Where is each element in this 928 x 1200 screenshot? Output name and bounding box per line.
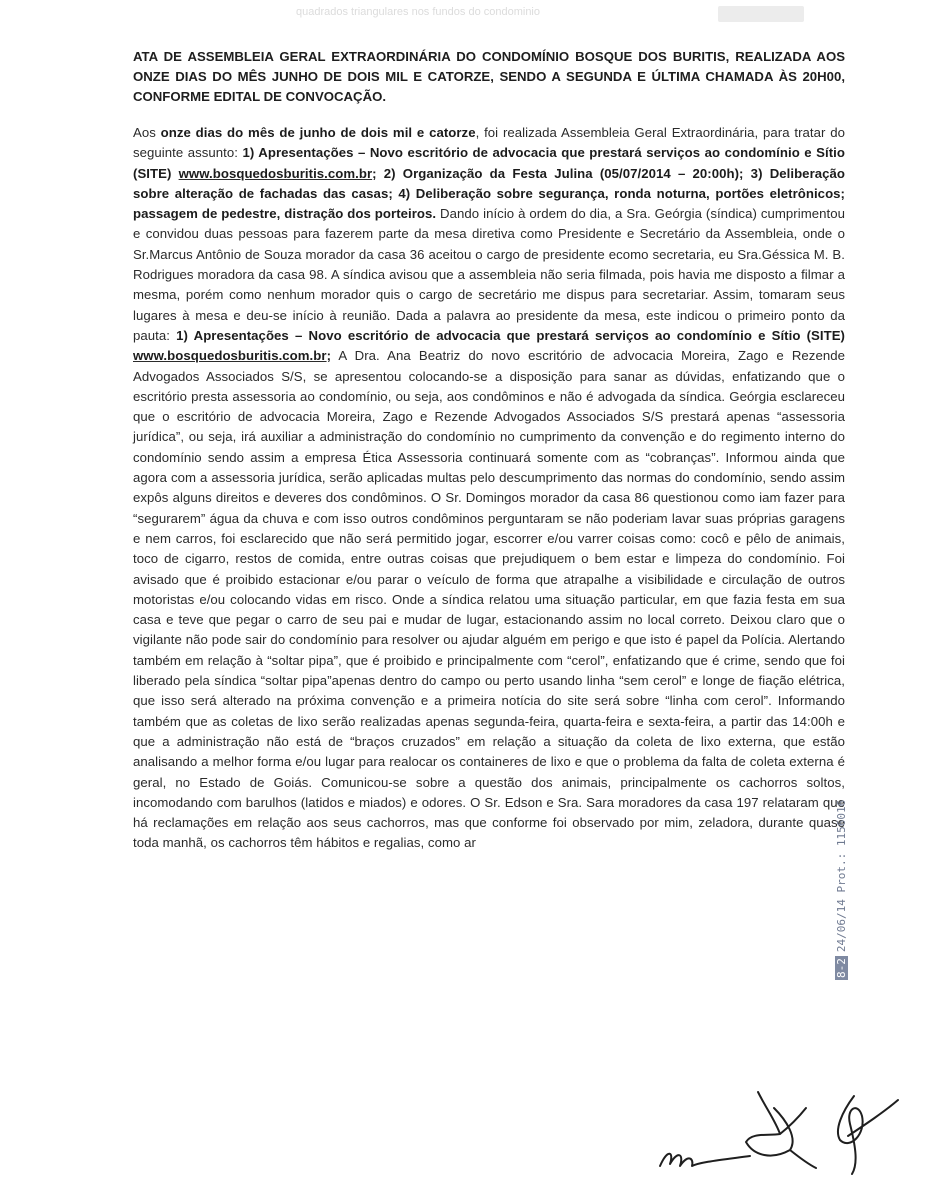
body-bold-text: 1) Apresentações – Novo escritório de advocacia que prestará serviços ao condomínio e Sítio (SITE) bbox=[176, 327, 845, 343]
stamp-text: 24/06/14 Prot.: 1156016 bbox=[835, 799, 848, 953]
body-bold-text: 1) Apresentações – Novo escritório de advocacia que prestará serviços ao condomínio e Sítio (SITE) bbox=[133, 145, 845, 181]
signature-3 bbox=[838, 1096, 898, 1174]
bleed-through-mark bbox=[718, 6, 804, 22]
body-bold-text: ; bbox=[326, 348, 332, 364]
body-text-segment: Aos bbox=[133, 125, 161, 140]
body-link-text: www.bosquedosburitis.com.br bbox=[133, 348, 327, 364]
document-title: ATA DE ASSEMBLEIA GERAL EXTRAORDINÁRIA DO CONDOMÍNIO BOSQUE DOS BURITIS, REALIZADA AOS ONZE DIAS DO MÊS JUNHO DE DOIS MIL E CATORZE, SENDO A SEGUNDA E ÚLTIMA CHAMADA ÀS 20H00, CONFORME EDITAL DE CONVOCAÇÃO. bbox=[133, 49, 845, 104]
body-text-segment: , foi realizada Assembleia Geral Extraordinária, para tratar do seguinte assunto: bbox=[133, 125, 845, 161]
signature-1 bbox=[660, 1154, 750, 1166]
body-text-segment: A Dra. Ana Beatriz do novo escritório de advocacia Moreira, Zago e Rezende Advogados Associados S/S, se apresentou colocando-se a disposição para sanar as dúvidas, enfatizando que o escritório presta assessoria ao condomínio, ou seja, aos condôminos e não é advogada da síndica. Geórgia esclareceu que o escritório de advocacia Moreira, Zago e Rezende Advogados Associados S/S prestará apenas “assessoria jurídica”, ou seja, irá auxiliar a administração do condomínio no cumprimento da convenção e do regimento interno do condomínio sendo assim a empresa Ética Assessoria continuará somente com as “cobranças”. Informou ainda que agora com a assessoria jurídica, serão aplicadas multas pelo descumprimento das normas do condomínio, sendo assim expôs alguns direitos e deveres dos condôminos. O Sr. Domingos morador da casa 86 questionou como iam fazer para “segurarem” água da chuva e com isso outros condôminos perguntaram se não poderiam lavar suas próprias garagens e nem carros, foi esclarecido que não será permitido jogar, escorrer e/ou varrer coisas como: cocô e pêlo de animais, toco de cigarro, restos de comida, entre outras coisas que prejudiquem o bem estar e limpeza do condomínio. Foi avisado que é proibido estacionar e/ou parar o veículo de forma que atrapalhe a visibilidade e circulação de outros motoristas e/ou colocando vidas em risco. Onde a síndica relatou uma situação particular, em que fazia festa em sua casa e teve que pegar o carro de seu pai e mudar de lugar, estacionando assim no local correto. Deixou claro que o vigilante não pode sair do condomínio para resolver ou ajudar alguém em perigo e que isto é papel da Polícia. Alertando também em relação à “soltar pipa”, que é proibido e principalmente com “cerol”, enfatizando que é crime, sendo que foi liberado pela síndica “soltar pipa”apenas dentro do campo ou perto usando linha “sem cerol” e longe de fiação elétrica, que isso será alterado na próxima convenção e a primeira notícia do site será sobre “linha com cerol”. Informando também que as coletas de lixo serão realizadas apenas segunda-feira, quarta-feira e sexta-feira, a partir das 14:00h e que a administração não está de “braços cruzados” em relação a situação da coleta de lixo externa, que estão analisando a melhor forma e/ou lugar para realocar os containeres de lixo e que o problema da falta de coleta externa é geral, no Estado de Goiás. Comunicou-se sobre a questão dos animais, principalmente os cachorros soltos, incomodando com barulhos (latidos e miados) e odores. O Sr. Edson e Sra. Sara moradores da casa 197 relataram que há reclamações em relação aos seus cachorros, mas que conforme foi observado por mim, zeladora, durante quase toda manhã, os cachorros têm hábitos e regalias, como ar bbox=[133, 348, 845, 851]
body-bold-text: ; 2) Organização da Festa Julina (05/07/2014 – 20:00h); 3) Deliberação sobre alteração de fachadas das casas; 4) Deliberação sobre segurança, ronda noturna, portões eletrônicos; passagem de pedestre, distração dos porteiros. bbox=[133, 165, 846, 222]
document-body bbox=[133, 123, 845, 854]
protocol-stamp bbox=[835, 800, 848, 980]
signature-2 bbox=[746, 1092, 816, 1168]
signatures bbox=[640, 1078, 900, 1178]
bleed-through-text: quadrados triangulares nos fundos do condominio bbox=[296, 6, 540, 18]
body-text-segment: Dando início à ordem do dia, a Sra. Geórgia (síndica) cumprimentou e convidou duas pessoas para fazerem parte da mesa diretiva como Presidente e Secretário da Assembleia, onde o Sr.Marcus Antônio de Souza morador da casa 36 aceitou o cargo de presidente ecomo secretaria, eu Sra.Géssica M. B. Rodrigues moradora da casa 98. A síndica avisou que a assembleia não seria filmada, pois havia me disposto a filmar a mesma, porém como nenhum morador quis o cargo de secretário me dispus para secretariar. Assim, tomaram seus lugares à mesa e deu-se início à reunião. Dada a palavra ao presidente da mesa, este indicou o primeiro ponto da pauta: bbox=[133, 206, 845, 343]
stamp-box-label: 8-2 bbox=[835, 958, 848, 978]
body-bold-text: onze dias do mês de junho de dois mil e catorze bbox=[160, 125, 476, 140]
body-link-text: www.bosquedosburitis.com.br bbox=[178, 165, 373, 181]
